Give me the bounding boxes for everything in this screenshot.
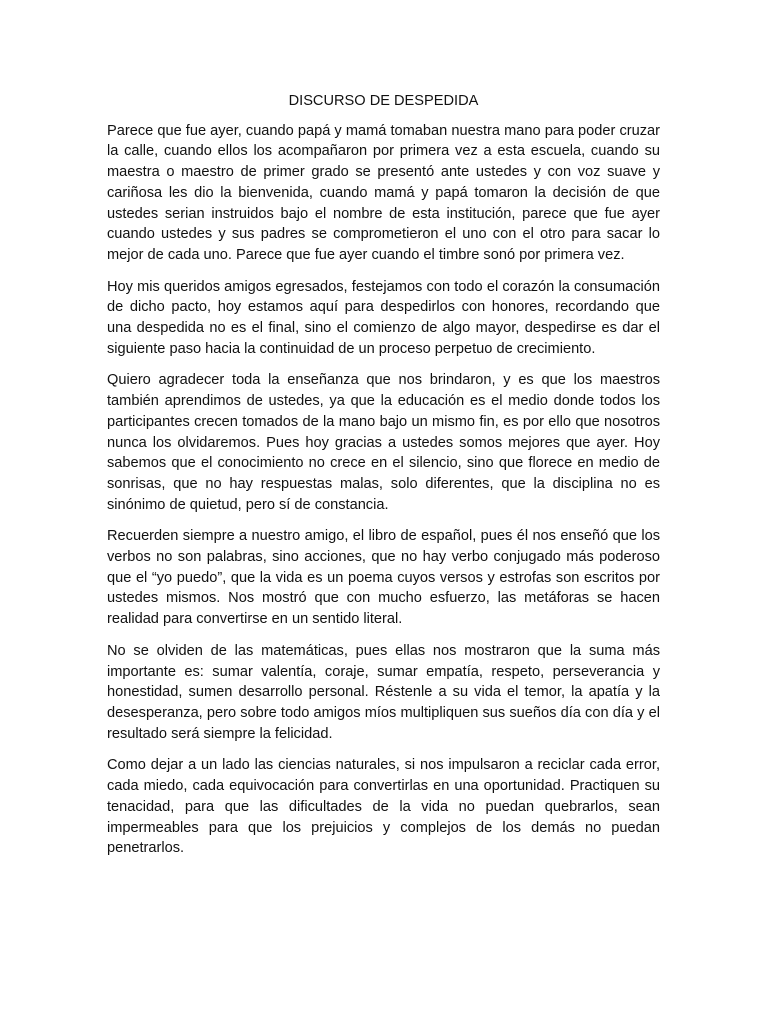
- document-title: DISCURSO DE DESPEDIDA: [288, 93, 479, 109]
- paragraph-3: Quiero agradecer toda la enseñanza que nos brindaron, y es que los maestros también aprendimos de ustedes, ya que la educación es el medio donde todos los participantes crecen tomados de la mano bajo un mismo fin, es por ello que nosotros nunca los olvidaremos. Pues hoy gracias a ustedes somos mejores que ayer. Hoy sabemos que el conocimiento no crece en el silencio, sino que florece en medio de sonrisas, que no hay respuestas malas, solo diferentes, que la disciplina no es sinónimo de quietud, pero sí de constancia.: [107, 372, 660, 513]
- paragraph-6: Como dejar a un lado las ciencias naturales, si nos impulsaron a reciclar cada error, cada miedo, cada equivocación para convertirlas en una oportunidad. Practiquen su tenacidad, para que las dificultades de la vida no puedan quebrarlos, sean impermeables para que los prejuicios y complejos de los demás no puedan penetrarlos.: [107, 757, 660, 857]
- paragraph-5: No se olviden de las matemáticas, pues ellas nos mostraron que la suma más importante es: sumar valentía, coraje, sumar empatía, respeto, perseverancia y honestidad, sumen desarrollo personal. Réstenle a su vida el temor, la apatía y la desesperanza, pero sobre todo amigos míos multipliquen sus sueños día con día y el resultado será siempre la felicidad.: [107, 642, 660, 742]
- paragraph-1: Parece que fue ayer, cuando papá y mamá tomaban nuestra mano para poder cruzar la calle, cuando ellos los acompañaron por primera vez a esta escuela, cuando su maestra o maestro de primer grado se presentó ante ustedes y con voz suave y cariñosa les dio la bienvenida, cuando mamá y papá tomaron la decisión de que ustedes serian instruidos bajo el nombre de esta institución, parece que fue ayer cuando ustedes y sus padres se comprometieron el uno con el otro para sacar lo mejor de cada uno. Parece que fue ayer cuando el timbre sonó por primera vez.: [107, 122, 660, 263]
- paragraph-4: Recuerden siempre a nuestro amigo, el libro de español, pues él nos enseñó que los verbos no son palabras, sino acciones, que no hay verbo conjugado más poderoso que el “yo puedo”, que la vida es un poema cuyos versos y estrofas son escritos por ustedes mismos. Nos mostró que con mucho esfuerzo, las metáforas se hacen realidad para convertirse en un sentido literal.: [107, 528, 660, 628]
- paragraph-2: Hoy mis queridos amigos egresados, festejamos con todo el corazón la consumación de dicho pacto, hoy estamos aquí para despedirlos con honores, recordando que una despedida no es el final, sino el comienzo de algo mayor, despedirse es dar el siguiente paso hacia la continuidad de un proceso perpetuo de crecimiento.: [107, 278, 660, 357]
